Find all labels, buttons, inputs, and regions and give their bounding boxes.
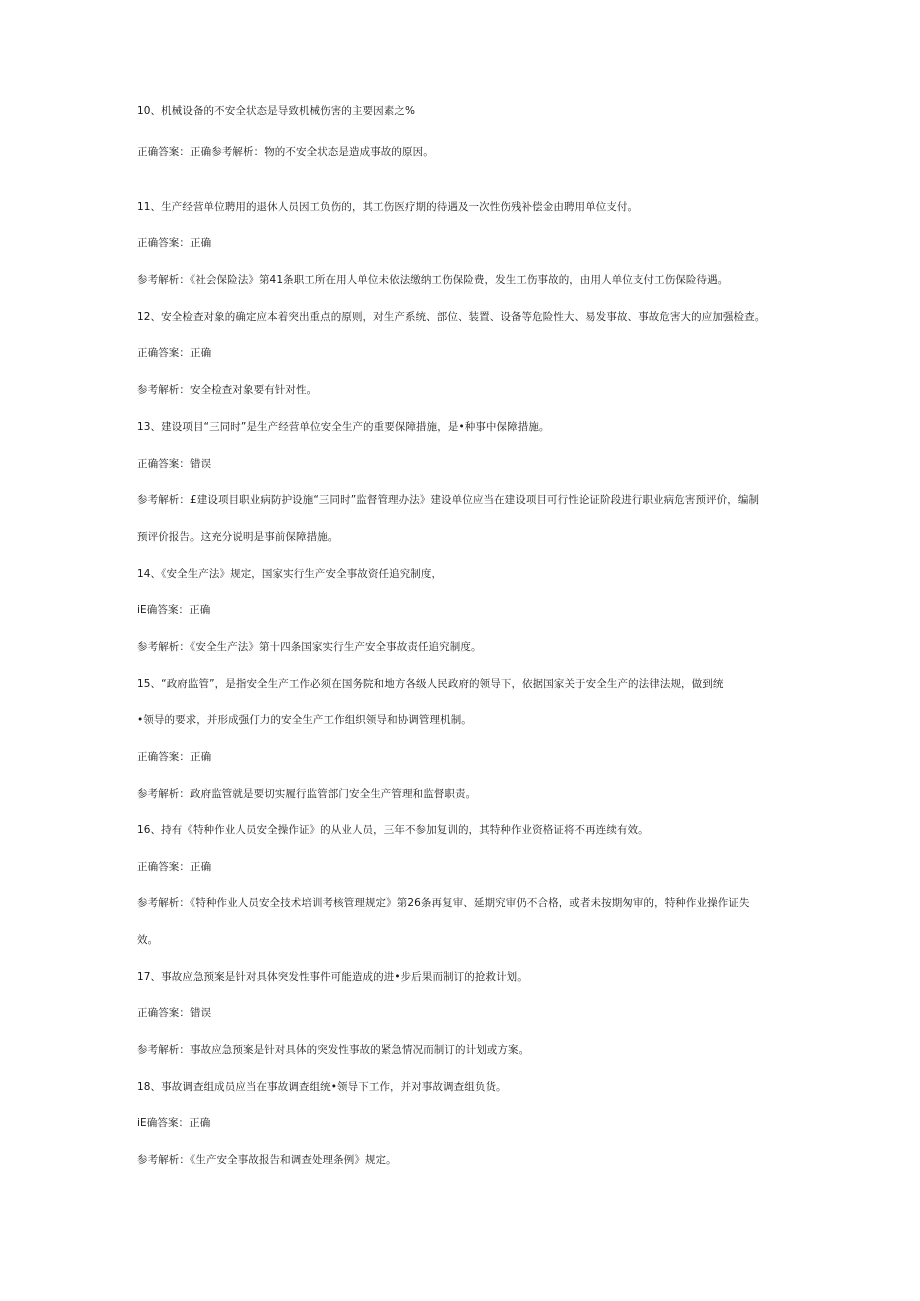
- answer-13: 正确答案：错误: [137, 458, 212, 470]
- question-14: 14、《安全生产法》规定，国家实行生产安全事故资任追究制度，: [137, 568, 443, 580]
- analysis-16: 参考解析：《特种作业人员安全技术培训考核管理规定》第26条再复审、延期究审仍不合格，或者未按期匆审的，特种作业操作证失: [137, 897, 750, 909]
- question-13: 13、建设项目“三同时”是生产经营单位安全生产的重要保障措施，是•种事中保障措施。: [137, 421, 550, 433]
- question-11: 11、生产经营单位聘用的退休人员因工负伤的，其工伤医疗期的待遇及一次性伤残补偿金由聘用单位支付。: [137, 201, 639, 213]
- answer-18: iE确答案：正确: [137, 1117, 211, 1129]
- analysis-13-continued: 预评价报告。这充分说明是事前保障措施。: [137, 531, 339, 543]
- analysis-17: 参考解析：事故应急预案是针对具体的突发性事故的紧急情况而制订的计划或方案。: [137, 1044, 530, 1056]
- question-17: 17、事故应急预案是针对具体突发性事件可能造成的进•步后果而制订的抢救计划。: [137, 971, 528, 983]
- question-12: 12、安全检查对象的确定应本着突出重点的原则，对生产系统、部位、装置、设备等危险性大、易发事故、事故危害大的应加强检查。: [137, 311, 766, 323]
- analysis-14: 参考解析：《安全生产法》第十四条国家实行生产安全事故责任追究制度。: [137, 641, 482, 653]
- answer-17: 正确答案：错误: [137, 1007, 212, 1019]
- analysis-18: 参考解析：《生产安全事故报告和调查处理条例》规定。: [137, 1154, 397, 1166]
- question-16: 16、持有《特种作业人员安全操作证》的从业人员，三年不参加复训的，其特种作业资格证将不再连续有效。: [137, 824, 649, 836]
- answer-10: 正确答案：正确参考解析：物的不安全状态是造成事故的原因。: [137, 146, 434, 158]
- analysis-13: 参考解析：£建设项目职业病防护设施“三同时”监督管理办法》建设单位应当在建设项目可行性论证阶段进行职业病危害预评价，编制: [137, 494, 760, 506]
- question-18: 18、事故调查组成员应当在事故调查组统•领导下工作，并对事故调查组负货。: [137, 1081, 507, 1093]
- question-15-continued: •领导的要求，并形成强仃力的安全生产工作组织领导和协调管理机制。: [137, 714, 472, 726]
- analysis-16-continued: 效。: [137, 934, 159, 946]
- answer-11: 正确答案：正确: [137, 237, 212, 249]
- analysis-12: 参考解析：安全检查对象要有针对性。: [137, 384, 318, 396]
- analysis-15: 参考解析：政府监管就是要切实履行监管部门安全生产管理和监督职责。: [137, 788, 477, 800]
- answer-12: 正确答案：正确: [137, 347, 212, 359]
- answer-15: 正确答案：正确: [137, 751, 212, 763]
- question-15: 15、“政府监管”，是指安全生产工作必须在国务院和地方各级人民政府的领导下，依据国家关于安全生产的法律法规，做到统: [137, 678, 724, 690]
- question-10: 10、机械设备的不安全状态是导致机械伤害的主要因素之%: [137, 105, 416, 117]
- analysis-11: 参考解析：《社会保险法》第41条职工所在用人单位未依法缴纳工伤保险费，发生工伤事故的，由用人单位支付工伤保险待遇。: [137, 274, 729, 286]
- answer-16: 正确答案：正确: [137, 861, 212, 873]
- answer-14: iE确答案：正确: [137, 604, 211, 616]
